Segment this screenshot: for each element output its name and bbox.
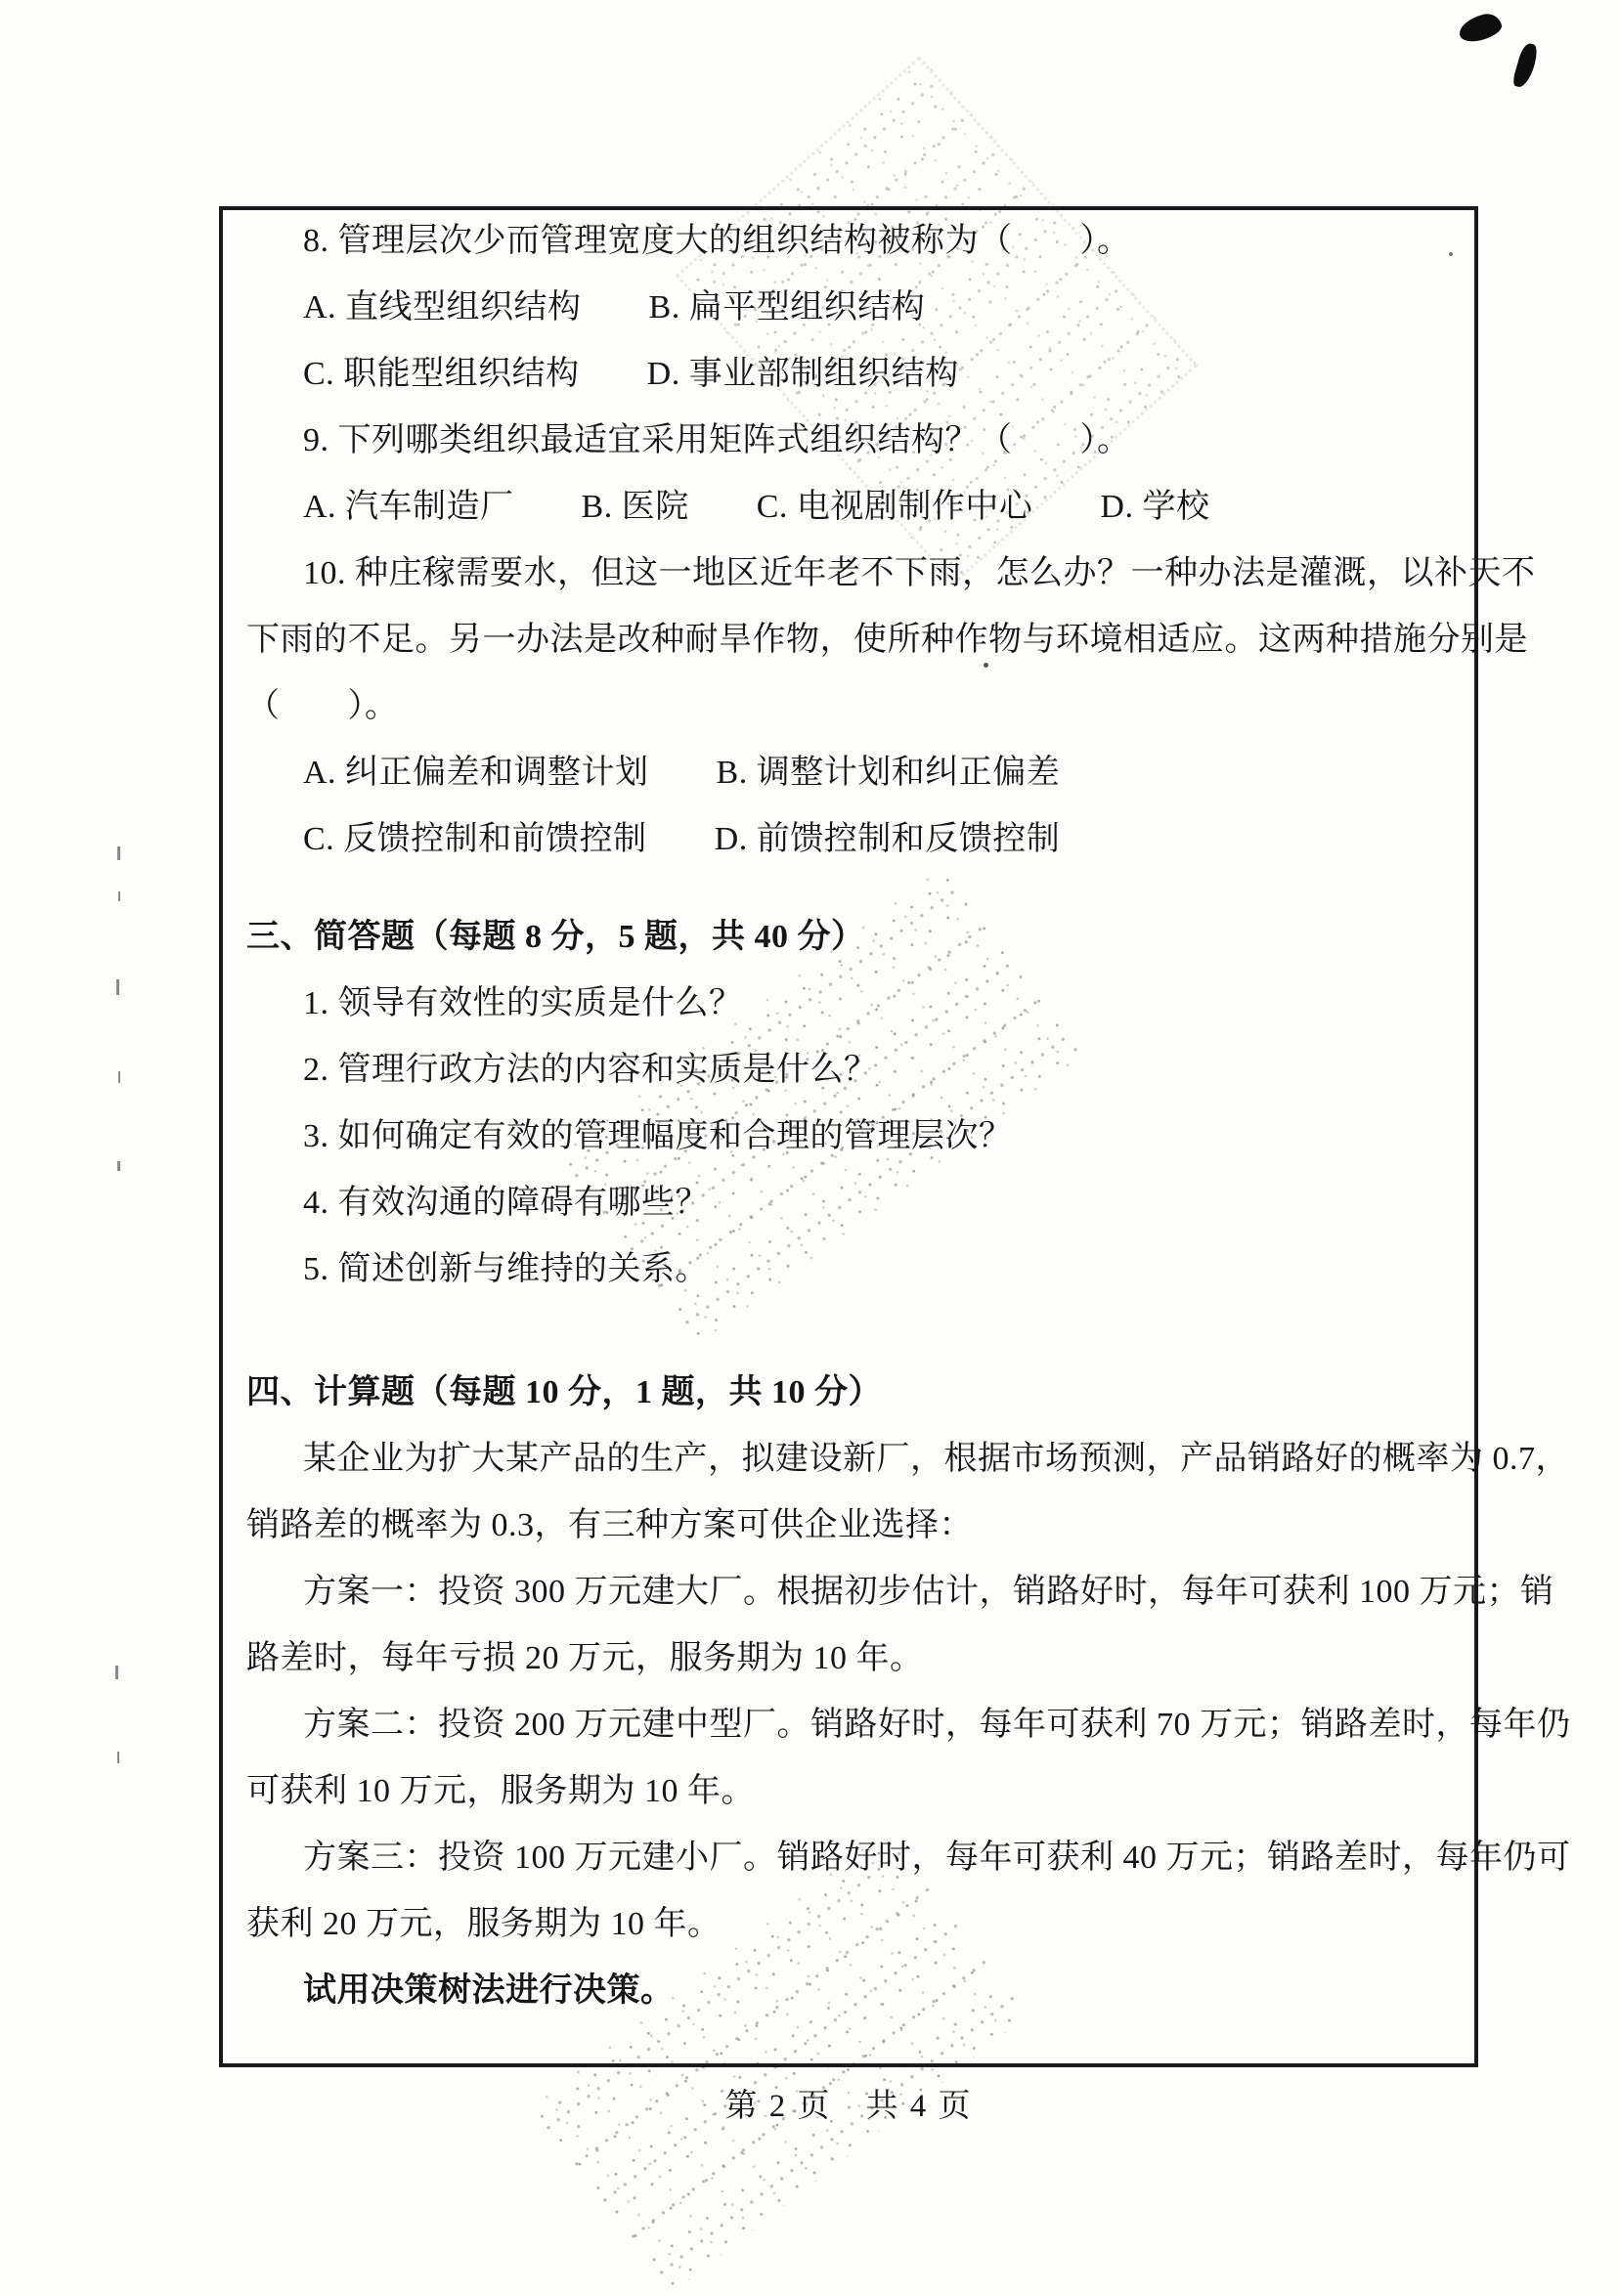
document-line: A. 直线型组织结构 B. 扁平型组织结构 [303,289,926,325]
document-line: 三、简答题（每题 8 分，5 题，共 40 分） [246,919,865,955]
document-line: 9. 下列哪类组织最适宜采用矩阵式组织结构？（ ）。 [303,422,1131,458]
scan-artifact [117,846,120,860]
document-line: 3. 如何确定有效的管理幅度和合理的管理层次？ [303,1118,1013,1154]
scan-artifact [117,1161,120,1171]
document-line: 方案三：投资 100 万元建小厂。销路好时，每年可获利 40 万元；销路差时，每年仍可 [303,1840,1571,1876]
scan-artifact [116,979,119,995]
document-line: 某企业为扩大某产品的生产，拟建设新厂，根据市场预测，产品销路好的概率为 0.7， [303,1441,1569,1477]
document-lines [246,208,1571,2024]
document-line: 获利 20 万元，服务期为 10 年。 [246,1906,722,1942]
document-line: 方案二：投资 200 万元建中型厂。销路好时，每年可获利 70 万元；销路差时，每年仍 [303,1707,1571,1743]
document-line: 方案一：投资 300 万元建大厂。根据初步估计，销路好时，每年可获利 100 万元；销 [303,1574,1554,1610]
document-line: C. 反馈控制和前馈控制 D. 前馈控制和反馈控制 [303,821,1061,857]
document-line: 5. 简述创新与维持的关系。 [303,1251,709,1287]
document-line: 1. 领导有效性的实质是什么？ [303,985,743,1021]
document-line: 可获利 10 万元，服务期为 10 年。 [246,1773,755,1809]
document-line: A. 纠正偏差和调整计划 B. 调整计划和纠正偏差 [303,755,1061,791]
document-line: 下雨的不足。另一办法是改种耐旱作物，使所种作物与环境相适应。这两种措施分别是 [246,622,1528,658]
scan-artifact [115,1666,118,1679]
ink-blob-icon [1511,42,1540,90]
document-line: 8. 管理层次少而管理宽度大的组织结构被称为（ ）。 [303,223,1131,259]
document-line: 10. 种庄稼需要水，但这一地区近年老不下雨，怎么办？一种办法是灌溉，以补天不 [303,555,1536,591]
document-line: C. 职能型组织结构 D. 事业部制组织结构 [303,356,959,392]
document-line: 路差时，每年亏损 20 万元，服务期为 10 年。 [246,1640,924,1676]
document-line: 4. 有效沟通的障碍有哪些？ [303,1185,709,1221]
ink-blob-icon [1457,11,1505,45]
scan-artifact [117,1752,119,1763]
scan-artifact [118,1071,120,1083]
scan-artifact [118,891,120,901]
document-line: 试用决策树法进行决策。 [303,1972,675,2009]
document-line: （ ）。 [246,688,399,724]
document-line: 销路差的概率为 0.3，有三种方案可供企业选择： [246,1507,973,1543]
document-line: 四、计算题（每题 10 分，1 题，共 10 分） [246,1374,882,1410]
document-line: A. 汽车制造厂 B. 医院 C. 电视剧制作中心 D. 学校 [303,489,1210,525]
page-footer: 第 2 页 共 4 页 [724,2089,973,2124]
document-line: 2. 管理行政方法的内容和实质是什么？ [303,1052,878,1088]
